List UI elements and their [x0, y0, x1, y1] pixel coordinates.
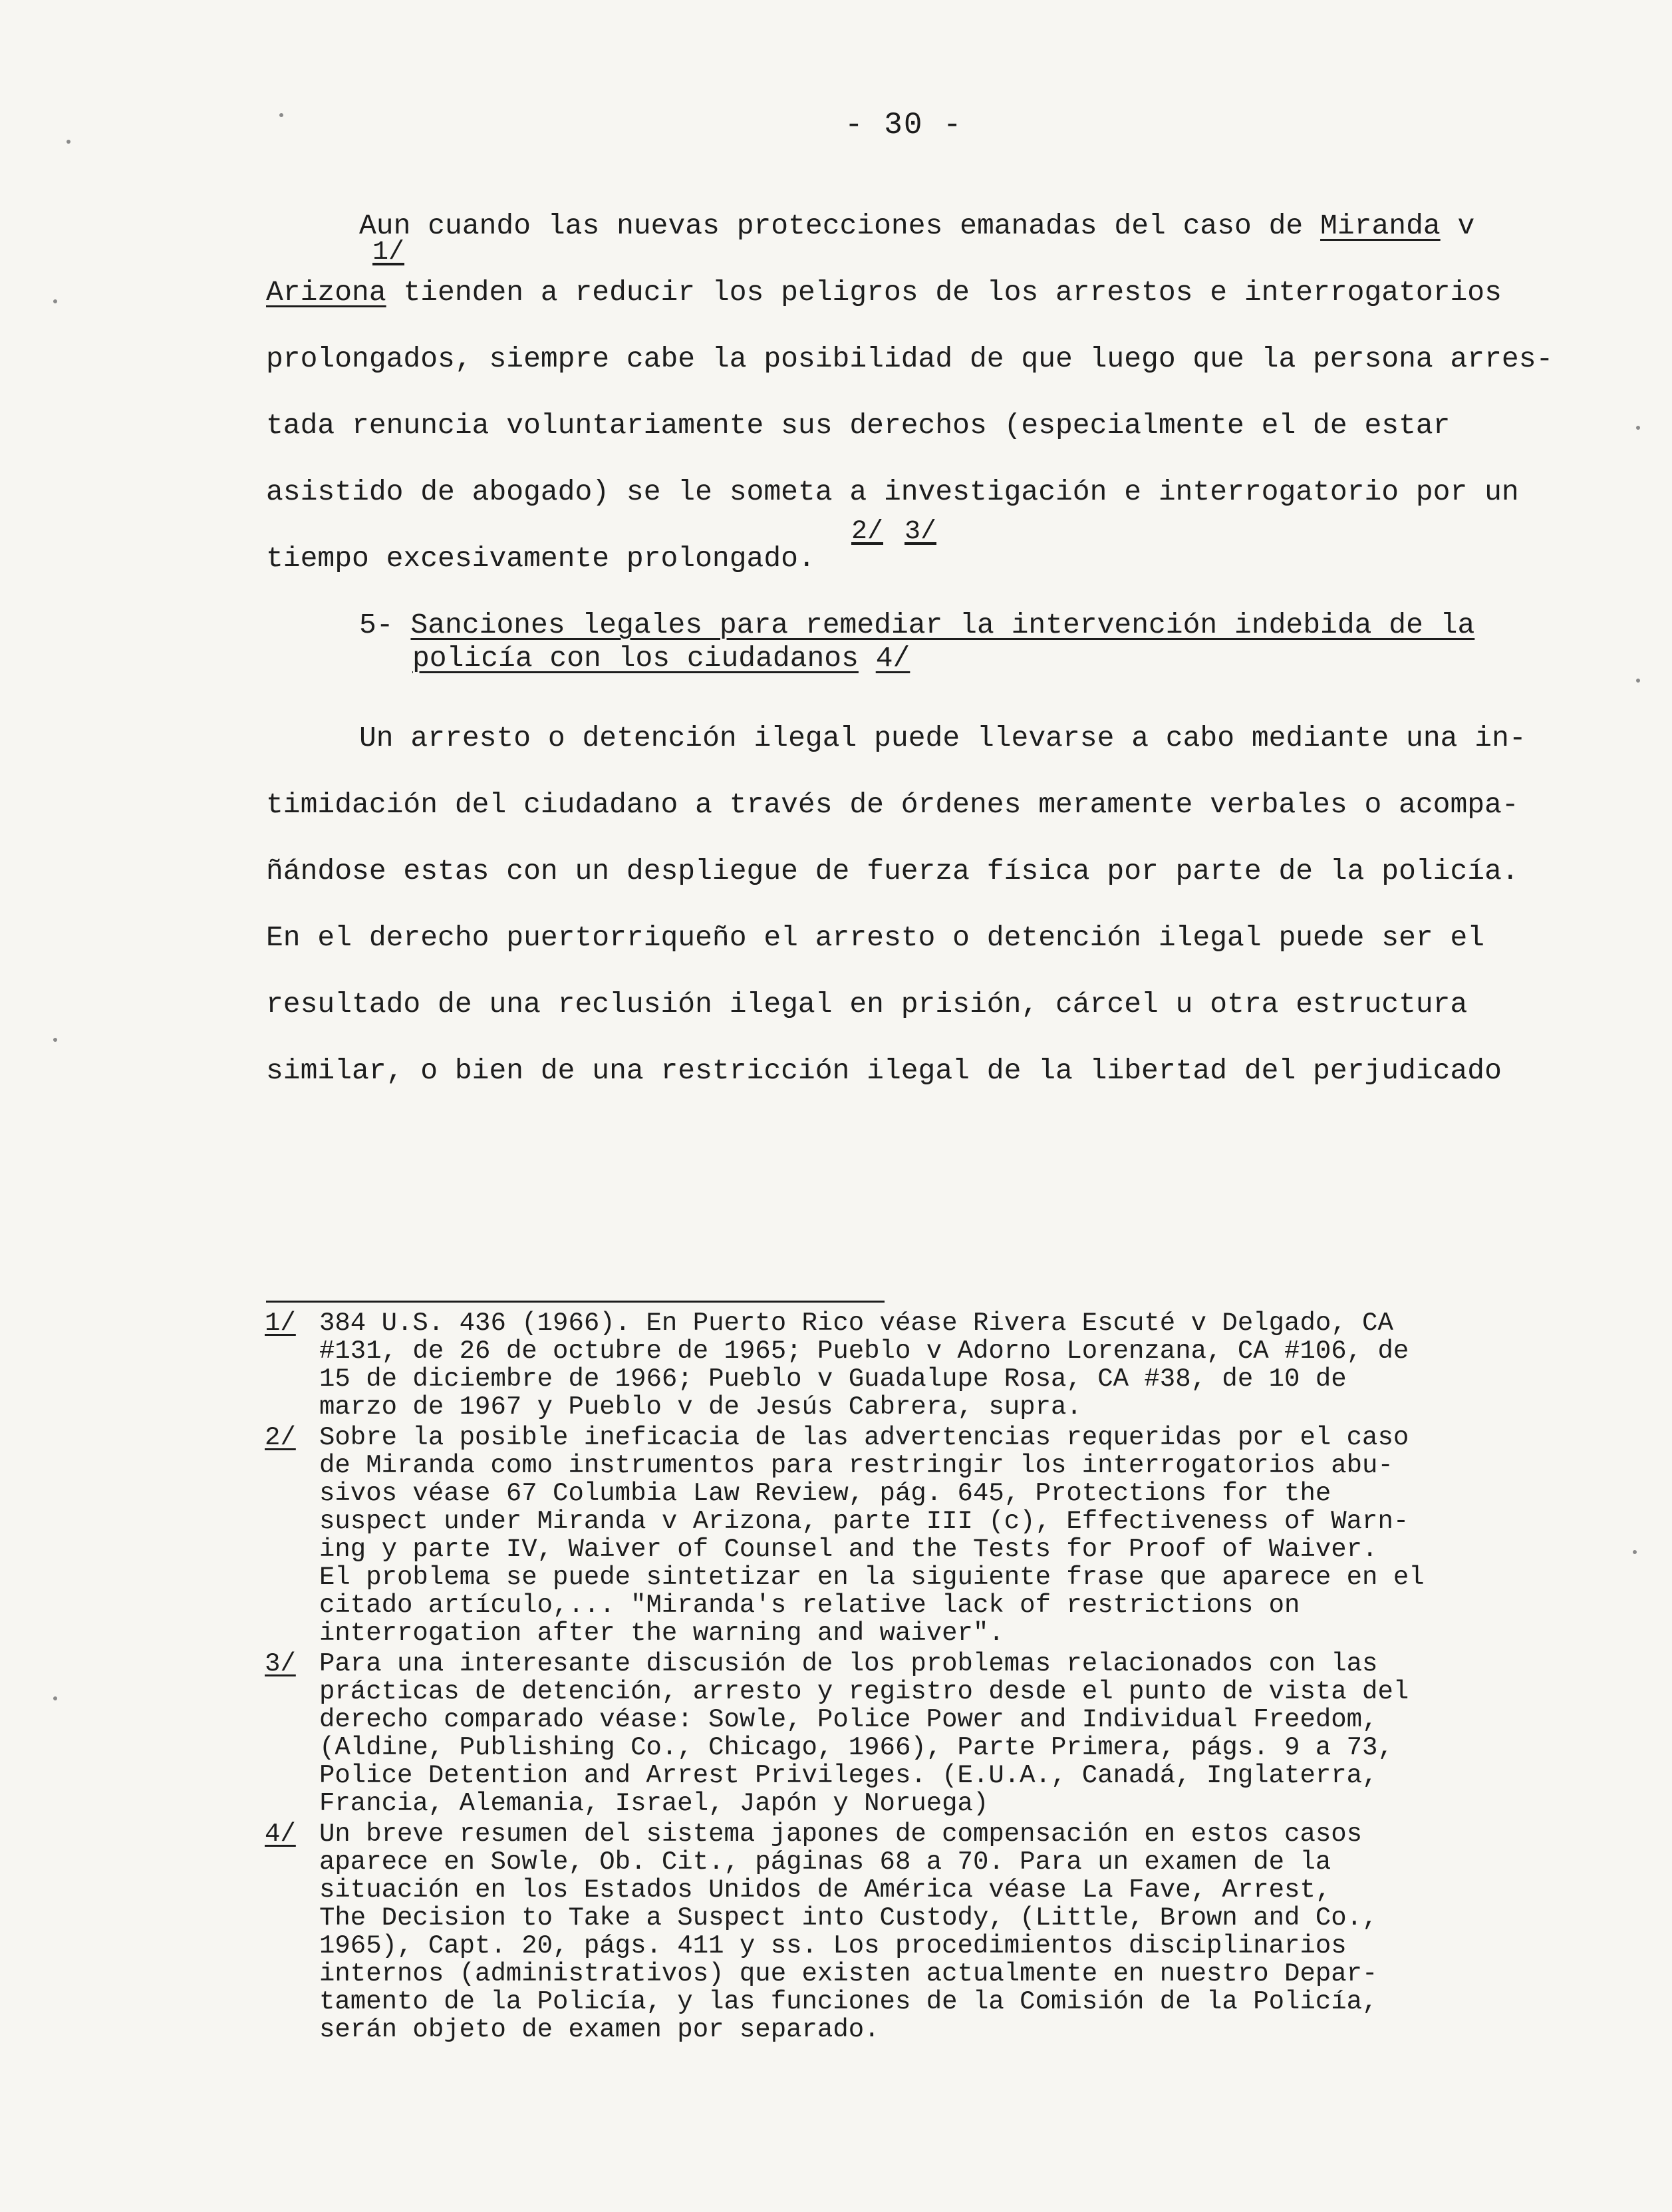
case-name: Arizona: [266, 276, 386, 309]
footnote-line: Para una interesante discusión de los problemas relacionados con las: [319, 1649, 1378, 1678]
footnote-line: aparece en Sowle, Ob. Cit., páginas 68 a 70. Para un examen de la: [319, 1847, 1331, 1877]
footnote-line: suspect under Miranda v Arizona, parte III (c), Effectiveness of Warn-: [319, 1507, 1409, 1536]
footnote-line: situación en los Estados Unidos de América véase La Fave, Arrest,: [319, 1875, 1331, 1905]
footnote-line: Police Detention and Arrest Privileges. (E.U.A., Canadá, Inglaterra,: [319, 1761, 1378, 1790]
footnote-line: citado artículo,... "Miranda's relative lack of restrictions on: [319, 1591, 1300, 1620]
page-number: - 30 -: [845, 108, 963, 142]
footnote-line: 384 U.S. 436 (1966). En Puerto Rico véase Rivera Escuté v Delgado, CA: [319, 1309, 1393, 1338]
footnote-ref: 2/: [851, 517, 884, 547]
body-line: prolongados, siempre cabe la posibilidad de que luego que la persona arres-: [266, 343, 1554, 375]
footnote-line: derecho comparado véase: Sowle, Police Power and Individual Freedom,: [319, 1705, 1378, 1734]
section-heading: [359, 609, 1474, 642]
heading-line-2: policía con los ciudadanos: [412, 642, 859, 675]
scan-speck: [53, 1696, 57, 1700]
footnote-ref: 1/: [372, 237, 405, 267]
footnote-marker: 1/: [265, 1309, 296, 1338]
footnote-line: interrogation after the warning and waiver".: [319, 1619, 1004, 1648]
footnote-3: [265, 1650, 1648, 1817]
body-line: timidación del ciudadano a través de órdenes meramente verbales o acompa-: [266, 788, 1519, 821]
body-line: resultado de una reclusión ilegal en prisión, cárcel u otra estructura: [266, 988, 1468, 1021]
body-line: tada renuncia voluntariamente sus derechos (especialmente el de estar: [266, 409, 1451, 442]
scan-speck: [67, 140, 70, 144]
scan-speck: [279, 113, 283, 117]
body-line: tiempo excesivamente prolongado.: [266, 542, 815, 575]
footnote-line: sivos véase 67 Columbia Law Review, pág. 645, Protections for the: [319, 1479, 1331, 1508]
footnote-line: tamento de la Policía, y las funciones de la Comisión de la Policía,: [319, 1987, 1378, 2016]
footnote-line: Francia, Alemania, Israel, Japón y Noruega): [319, 1789, 989, 1818]
footnote-marker: 3/: [265, 1649, 296, 1678]
footnote-ref: 3/: [905, 517, 937, 547]
scan-speck: [1636, 679, 1640, 683]
footnote-line: 15 de diciembre de 1966; Pueblo v Guadalupe Rosa, CA #38, de 10 de: [319, 1364, 1347, 1394]
footnote-line: (Aldine, Publishing Co., Chicago, 1966), Parte Primera, págs. 9 a 73,: [319, 1733, 1393, 1762]
footnote-line: Un breve resumen del sistema japones de compensación en estos casos: [319, 1819, 1363, 1849]
footnote-line: #131, de 26 de octubre de 1965; Pueblo v Adorno Lorenzana, CA #106, de: [319, 1337, 1409, 1366]
footnote-ref: 4/: [875, 642, 910, 675]
footnote-line: prácticas de detención, arresto y registro desde el punto de vista del: [319, 1677, 1409, 1706]
footnote-1: [265, 1309, 1648, 1421]
heading-line-1: Sanciones legales para remediar la intervención indebida de la: [410, 609, 1475, 641]
footnote-separator: [266, 1301, 885, 1303]
footnote-line: de Miranda como instrumentos para restringir los interrogatorios abu-: [319, 1451, 1393, 1480]
body-line: similar, o bien de una restricción ilegal de la libertad del perjudicado: [266, 1054, 1502, 1087]
footnote-marker: 4/: [265, 1819, 296, 1849]
footnote-line: internos (administrativos) que existen actualmente en nuestro Depar-: [319, 1959, 1378, 1988]
footnote-2: [265, 1424, 1648, 1647]
scan-speck: [53, 1038, 57, 1042]
footnote-line: Sobre la posible ineficacia de las advertencias requeridas por el caso: [319, 1423, 1409, 1452]
body-line: ñándose estas con un despliegue de fuerza física por parte de la policía.: [266, 855, 1519, 887]
body-line: Un arresto o detención ilegal puede llevarse a cabo mediante una in-: [359, 722, 1526, 754]
footnote-line: 1965), Capt. 20, págs. 411 y ss. Los procedimientos disciplinarios: [319, 1931, 1347, 1961]
case-name: Miranda: [1320, 210, 1441, 242]
footnote-line: El problema se puede sintetizar en la siguiente frase que aparece en el: [319, 1563, 1425, 1592]
footnote-line: marzo de 1967 y Pueblo v de Jesús Cabrera, supra.: [319, 1392, 1082, 1422]
footnote-line: The Decision to Take a Suspect into Custody, (Little, Brown and Co.,: [319, 1903, 1378, 1933]
body-line: asistido de abogado) se le someta a investigación e interrogatorio por un: [266, 476, 1519, 508]
section-heading-cont: [412, 642, 910, 675]
footnotes: [265, 1309, 1648, 2046]
footnote-line: ing y parte IV, Waiver of Counsel and the Tests for Proof of Waiver.: [319, 1535, 1378, 1564]
section-number: 5-: [359, 609, 394, 641]
body-line: Aun cuando las nuevas protecciones emanadas del caso de Miranda v: [359, 210, 1475, 242]
body-line: En el derecho puertorriqueño el arresto o detención ilegal puede ser el: [266, 921, 1485, 954]
footnote-line: serán objeto de examen por separado.: [319, 2015, 880, 2044]
scan-speck: [1636, 426, 1640, 430]
scan-speck: [53, 299, 57, 303]
body-line: Arizona tienden a reducir los peligros de los arrestos e interrogatorios: [266, 276, 1502, 309]
footnote-4: [265, 1820, 1648, 2044]
footnote-marker: 2/: [265, 1423, 296, 1452]
